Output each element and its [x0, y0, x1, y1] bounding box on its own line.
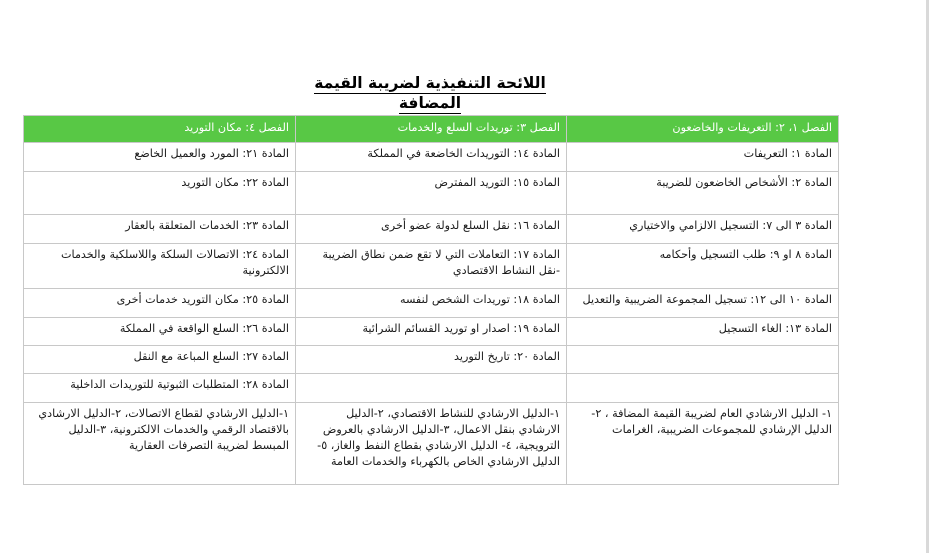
table-row: [24, 374, 839, 403]
table-cell: المادة ١٥: التوريد المفترض: [296, 172, 567, 215]
table-cell: المادة ١٤: التوريدات الخاضعة في المملكة: [296, 143, 567, 172]
table-row: [24, 289, 839, 318]
table-cell: المادة ٣ الى ٧: التسجيل الالزامي والاختياري: [567, 215, 839, 244]
table-row: [24, 346, 839, 374]
table-cell: المادة ٢٨: المتطلبات الثبوتية للتوريدات الداخلية: [24, 374, 296, 403]
table-row: [24, 403, 839, 485]
table-cell: المادة ٢٢: مكان التوريد: [24, 172, 296, 215]
table-cell: المادة ١٨: توريدات الشخص لنفسه: [296, 289, 567, 318]
table-header-row: [24, 116, 839, 143]
table-cell: المادة ٢٥: مكان التوريد خدمات أخرى: [24, 289, 296, 318]
guides-cell: ١-الدليل الارشادي لقطاع الاتصالات، ٢-الدليل الارشادي بالاقتصاد الرقمي والخدمات الالكترونية، ٣-الدليل المبسط لضريبة التصرفات العقارية: [24, 403, 296, 485]
guides-cell: ١- الدليل الارشادي العام لضريبة القيمة المضافة ، ٢-الدليل الإرشادي للمجموعات الضريبية، الغرامات: [567, 403, 839, 485]
table-cell: المادة ١: التعريفات: [567, 143, 839, 172]
table-cell: المادة ٢٦: السلع الواقعة في المملكة: [24, 318, 296, 346]
table-cell: المادة ١٧: التعاملات التي لا تقع ضمن نطاق الضريبة -نقل النشاط الاقتصادي: [296, 244, 567, 289]
table-cell: المادة ٢٠: تاريخ التوريد: [296, 346, 567, 374]
table-cell: [567, 346, 839, 374]
table-row: [24, 244, 839, 289]
table-row: [24, 172, 839, 215]
document-title: اللائحة التنفيذية لضريبة القيمة المضافة: [314, 74, 546, 112]
table-cell: المادة ١٠ الى ١٢: تسجيل المجموعة الضريبية والتعديل: [567, 289, 839, 318]
table-cell: المادة ٢٧: السلع المباعة مع النقل: [24, 346, 296, 374]
table-cell: المادة ١٦: نقل السلع لدولة عضو أخرى: [296, 215, 567, 244]
table-cell: المادة ٨ او ٩: طلب التسجيل وأحكامه: [567, 244, 839, 289]
header-chapter-4: الفصل ٤: مكان التوريد: [24, 116, 296, 143]
header-chapter-1-2: الفصل ١، ٢: التعريفات والخاضعون: [567, 116, 839, 143]
table-row: [24, 215, 839, 244]
table-cell: [296, 374, 567, 403]
header-chapter-3: الفصل ٣: توريدات السلع والخدمات: [296, 116, 567, 143]
table-cell: المادة ٢: الأشخاص الخاضعون للضريبة: [567, 172, 839, 215]
guides-cell: ١-الدليل الارشادي للنشاط الاقتصادي، ٢-الدليل الارشادي بنقل الاعمال، ٣-الدليل الارشادي بالعروض الترويجية، ٤- الدليل الارشادي بقطاع النفط والغاز، ٥-الدليل الارشادي الخاص بالكهرباء والخدمات العامة: [296, 403, 567, 485]
table-row: [24, 318, 839, 346]
table-cell: [567, 374, 839, 403]
table-cell: المادة ٢١: المورد والعميل الخاضع: [24, 143, 296, 172]
table-cell: المادة ١٩: اصدار او توريد القسائم الشرائية: [296, 318, 567, 346]
table-row: [24, 143, 839, 172]
table-cell: المادة ٢٣: الخدمات المتعلقة بالعقار: [24, 215, 296, 244]
regulations-table: [23, 115, 839, 485]
table-cell: المادة ٢٤: الاتصالات السلكة واللاسلكية والخدمات الالكترونية: [24, 244, 296, 289]
table-cell: المادة ١٣: الغاء التسجيل: [567, 318, 839, 346]
